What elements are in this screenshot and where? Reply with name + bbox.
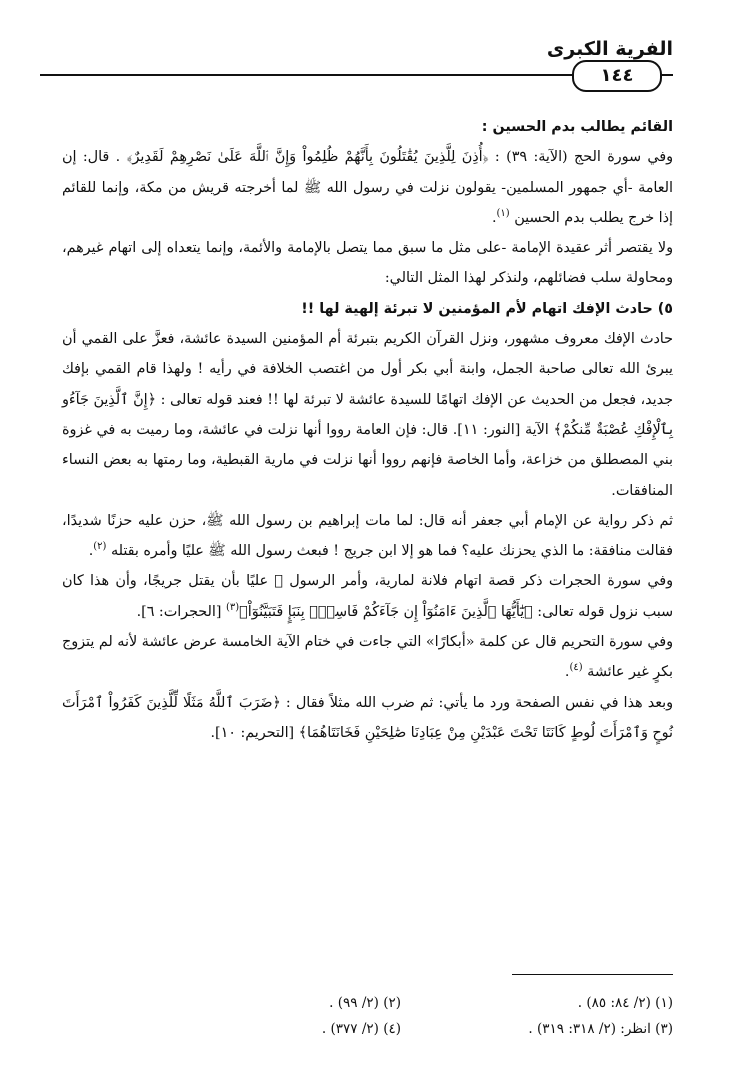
paragraph-hajj-text: وفي سورة الحج (الآية: ٣٩) : ﴿أُذِنَ لِلَّذِينَ يُقَٰتَلُونَ بِأَنَّهُمْ ظُلِمُواْ وَإِنَّ ٱللَّهَ عَلَىٰ نَصْرِهِمْ لَقَدِيرٌ﴾ . قال: إن العامة -أي جمهور المسلمين- يقولون نزلت في رسول الله ﷺ لما أخرجته قريش من مكة، وإنما للقائم إذا خرج يطلب بدم الحسين bbox=[62, 149, 673, 226]
paragraph-hajj bbox=[62, 142, 673, 233]
running-title: الفرية الكبرى bbox=[546, 38, 673, 60]
section-subheading: القائم يطالب بدم الحسين : bbox=[481, 119, 673, 135]
paragraph-hajj-end: . bbox=[491, 209, 497, 226]
footnote-2: (٢) (٢/ ٩٩) . bbox=[329, 995, 402, 1011]
paragraph-tahrim-end: . bbox=[564, 664, 570, 681]
footnote-ref-3: (٣) bbox=[225, 601, 240, 613]
footnote-3: (٣) انظر: (٢/ ٣١٨: ٣١٩) . bbox=[528, 1021, 673, 1037]
paragraph-hujurat-end: [الحجرات: ٦]. bbox=[136, 603, 222, 620]
paragraph-hujurat bbox=[62, 566, 673, 627]
footnote-1: (١) (٢/ ٨٤: ٨٥) . bbox=[577, 995, 673, 1011]
page-body bbox=[62, 112, 673, 748]
paragraph-tahrim bbox=[62, 627, 673, 688]
footnote-ref-1: (١) bbox=[496, 208, 510, 220]
paragraph-hujurat-text: وفي سورة الحجرات ذكر قصة اتهام فلانة لمارية، وأمر الرسول ﷺ عليًا بأن يقتل جريجًا، وأن هذا كان سبب نزول قوله تعالى: ﴿يَٰٓأَيُّهَا ٱلَّذِينَ ءَامَنُوٓاْ إِن جَآءَكُمْ فَاسِقٌۢ بِنَبَإٍ فَتَبَيَّنُوٓاْ﴾ bbox=[62, 573, 673, 620]
paragraph-narration-end: . bbox=[88, 543, 94, 560]
footnote-ref-2: (٢) bbox=[93, 541, 107, 553]
paragraph-narration-text: ثم ذكر رواية عن الإمام أبي جعفر أنه قال: لما مات إبراهيم بن رسول الله ﷺ، حزن عليه حزنًا شديدًا، فقالت منافقة: ما الذي يحزنك عليه؟ فما هو إلا ابن جريج ! فبعث رسول الله ﷺ عليًا وأمره بقتله bbox=[62, 512, 673, 560]
section-heading-ifk: ٥) حادث الإفك اتهام لأم المؤمنين لا تبرئة إلهية لها !! bbox=[301, 300, 673, 317]
footnote-row bbox=[150, 990, 673, 1016]
paragraph-imamate: ولا يقتصر أثر عقيدة الإمامة -على مثل ما سبق مما يتصل بالإمامة والأئمة، وإنما يتعداه إلى اتهام غيرهم، ومحاولة سلب فضائلهم، ولنذكر لهذا المثل التالي: bbox=[62, 240, 673, 287]
footnote-4: (٤) (٢/ ٣٧٧) . bbox=[321, 1021, 402, 1037]
page-number: ١٤٤ bbox=[572, 60, 662, 92]
paragraph-narration bbox=[62, 506, 673, 567]
paragraph-tahrim-text: وفي سورة التحريم قال عن كلمة «أبكارًا» التي جاءت في ختام الآية الخامسة عرض عائشة لأنه لم يتزوج بكرٍ غير عائشة bbox=[62, 634, 673, 681]
paragraph-parable: وبعد هذا في نفس الصفحة ورد ما يأتي: ثم ضرب الله مثلاً فقال : ﴿ضَرَبَ ٱللَّهُ مَثَلًا لِّلَّذِينَ كَفَرُواْ ٱمْرَأَتَ نُوحٍ وَٱمْرَأَتَ لُوطٍ كَانَتَا تَحْتَ عَبْدَيْنِ مِنْ عِبَادِنَا صَٰلِحَيْنِ فَخَانَتَاهُمَا﴾ [التحريم: ١٠]. bbox=[62, 694, 673, 741]
footnote-row bbox=[150, 1016, 673, 1042]
footnote-ref-4: (٤) bbox=[569, 662, 583, 674]
paragraph-ifk: حادث الإفك معروف مشهور، ونزل القرآن الكريم بتبرئة أم المؤمنين السيدة عائشة، فعزَّ على القمي أن يبرئ الله تعالى صاحبة الجمل، وابنة أبي بكر أول من اغتصب الخلافة في رأيه ! ولهذا قام القمي بإفك جديد، فجعل من الحديث عن الإفك اتهامًا للسيدة عائشة لا تبرئة لها !! فعند قوله تعالى : ﴿إِنَّ ٱلَّذِينَ جَآءُو بِٱلْإِفْكِ عُصْبَةٌ مِّنكُمْ﴾ الآية [النور: ١١]. قال: فإن العامة رووا أنها نزلت في عائشة، وما رميت به في غزوة بني المصطلق من خزاعة، وأما الخاصة فإنهم رووا أنها نزلت في مارية القبطية، وما رمتها به بعض النساء المنافقات. bbox=[62, 331, 673, 499]
footnote-rule bbox=[512, 974, 673, 975]
footnotes bbox=[150, 990, 673, 1042]
